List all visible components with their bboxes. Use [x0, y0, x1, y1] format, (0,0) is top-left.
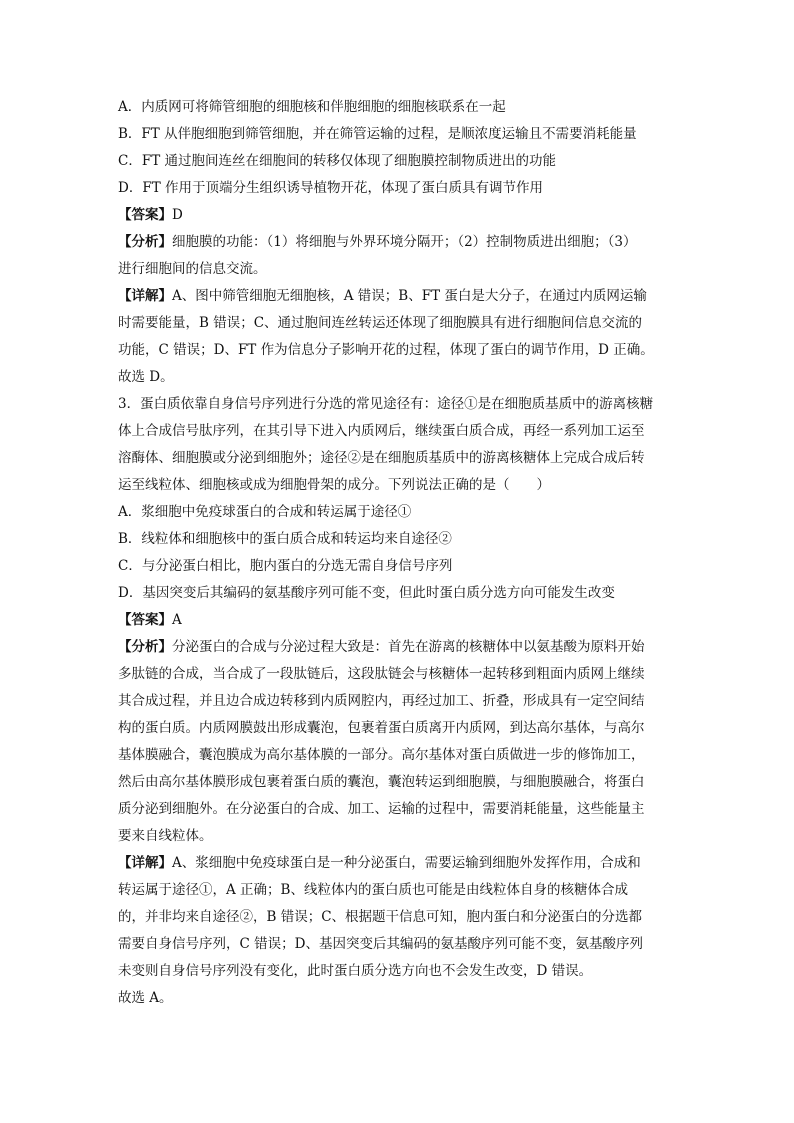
q3-stem-line-1: 3．蛋白质依靠自身信号序列进行分选的常见途径有：途径①是在细胞质基质中的游离核糖 — [118, 396, 654, 412]
q3-analysis-line-8: 要来自线粒体。 — [118, 828, 213, 844]
q3-answer-line — [118, 607, 678, 634]
q3-option-d: D．基因突变后其编码的氨基酸序列可能不变，但此时蛋白质分选方向可能发生改变 — [118, 585, 615, 601]
q3-analysis-line-5: 基体膜融合，囊泡膜成为高尔基体膜的一部分。高尔基体对蛋白质做进一步的修饰加工， — [118, 747, 645, 763]
q3-detail-line-6: 故选 A。 — [118, 990, 173, 1006]
q3-detail-line-2: 转运属于途径①，A 正确；B、线粒体内的蛋白质也可能是由线粒体自身的核糖体合成 — [118, 882, 628, 898]
q2-answer-line — [118, 202, 678, 229]
q2-detail-text-1: A、图中筛管细胞无细胞核，A 错误；B、FT 蛋白是大分子，在通过内质网运输 — [172, 288, 647, 304]
q3-stem-line-2: 体上合成信号肽序列，在其引导下进入内质网后，继续蛋白质合成，再经一系列加工运至 — [118, 423, 645, 439]
q3-stem-line-4: 运至线粒体、细胞核或成为细胞骨架的成分。下列说法正确的是（ ） — [118, 477, 550, 493]
q3-detail-line-4: 需要自身信号序列，C 错误；D、基因突变后其编码的氨基酸序列可能不变，氨基酸序列 — [118, 936, 643, 952]
q2-analysis-tag: 【分析】 — [118, 234, 172, 250]
q3-analysis-tag: 【分析】 — [118, 639, 172, 655]
q2-option-d: D．FT 作用于顶端分生组织诱导植物开花，体现了蛋白质具有调节作用 — [118, 180, 543, 196]
q2-option-b: B．FT 从伴胞细胞到筛管细胞，并在筛管运输的过程，是顺浓度运输且不需要消耗能量 — [118, 126, 637, 142]
q2-detail-line-1 — [118, 283, 678, 310]
q2-detail-line-2: 时需要能量，B 错误；C、通过胞间连丝转运还体现了细胞膜具有进行细胞间信息交流的 — [118, 315, 643, 331]
q3-answer-value: A — [172, 612, 182, 628]
q3-analysis-line-3: 其合成过程，并且边合成边转移到内质网腔内，再经过加工、折叠，形成具有一定空间结 — [118, 693, 645, 709]
q2-detail-line-3: 功能，C 错误；D、FT 作为信息分子影响开花的过程，体现了蛋白的调节作用，D 正确。 — [118, 342, 654, 358]
q2-detail-tag: 【详解】 — [118, 288, 172, 304]
q3-analysis-line-6: 然后由高尔基体膜形成包裹着蛋白质的囊泡，囊泡转运到细胞膜，与细胞膜融合，将蛋白 — [118, 774, 645, 790]
q3-detail-line-5: 未变则自身信号序列没有变化，此时蛋白质分选方向也不会发生改变，D 错误。 — [118, 963, 593, 979]
q2-option-a: A．内质网可将筛管细胞的细胞核和伴胞细胞的细胞核联系在一起 — [118, 99, 506, 115]
q3-detail-text-1: A、浆细胞中免疫球蛋白是一种分泌蛋白，需要运输到细胞外发挥作用，合成和 — [172, 855, 641, 871]
q2-answer-tag: 【答案】 — [118, 207, 172, 223]
q3-answer-tag: 【答案】 — [118, 612, 172, 628]
q3-analysis-line-7: 质分泌到细胞外。在分泌蛋白的合成、加工、运输的过程中，需要消耗能量，这些能量主 — [118, 801, 645, 817]
q3-option-a: A．浆细胞中免疫球蛋白的合成和转运属于途径① — [118, 504, 412, 520]
q2-answer-value: D — [172, 207, 183, 223]
q3-detail-line-1 — [118, 850, 678, 877]
q3-analysis-line-4: 构的蛋白质。内质网膜鼓出形成囊泡，包裹着蛋白质离开内质网，到达高尔基体，与高尔 — [118, 720, 645, 736]
q3-detail-line-3: 的，并非均来自途径②，B 错误；C、根据题干信息可知，胞内蛋白和分泌蛋白的分选都 — [118, 909, 643, 925]
q2-detail-line-4: 故选 D。 — [118, 369, 174, 385]
q3-analysis-line-2: 多肽链的合成，当合成了一段肽链后，这段肽链会与核糖体一起转移到粗面内质网上继续 — [118, 666, 645, 682]
q3-analysis-line-1 — [118, 634, 678, 661]
q3-detail-tag: 【详解】 — [118, 855, 172, 871]
q3-option-c: C．与分泌蛋白相比，胞内蛋白的分选无需自身信号序列 — [118, 558, 453, 574]
q3-option-b: B．线粒体和细胞核中的蛋白质合成和转运均来自途径② — [118, 531, 452, 547]
q2-analysis-text-1: 细胞膜的功能：（1）将细胞与外界环境分隔开；（2）控制物质进出细胞；（3） — [172, 234, 637, 250]
q2-option-c: C．FT 通过胞间连丝在细胞间的转移仅体现了细胞膜控制物质进出的功能 — [118, 153, 556, 169]
document-page — [118, 94, 678, 1012]
q3-stem-line-3: 溶酶体、细胞膜或分泌到细胞外；途径②是在细胞质基质中的游离核糖体上完成合成后转 — [118, 450, 645, 466]
q2-analysis-line-1 — [118, 229, 678, 256]
q3-analysis-text-1: 分泌蛋白的合成与分泌过程大致是：首先在游离的核糖体中以氨基酸为原料开始 — [172, 639, 645, 655]
q2-analysis-line-2: 进行细胞间的信息交流。 — [118, 261, 267, 277]
